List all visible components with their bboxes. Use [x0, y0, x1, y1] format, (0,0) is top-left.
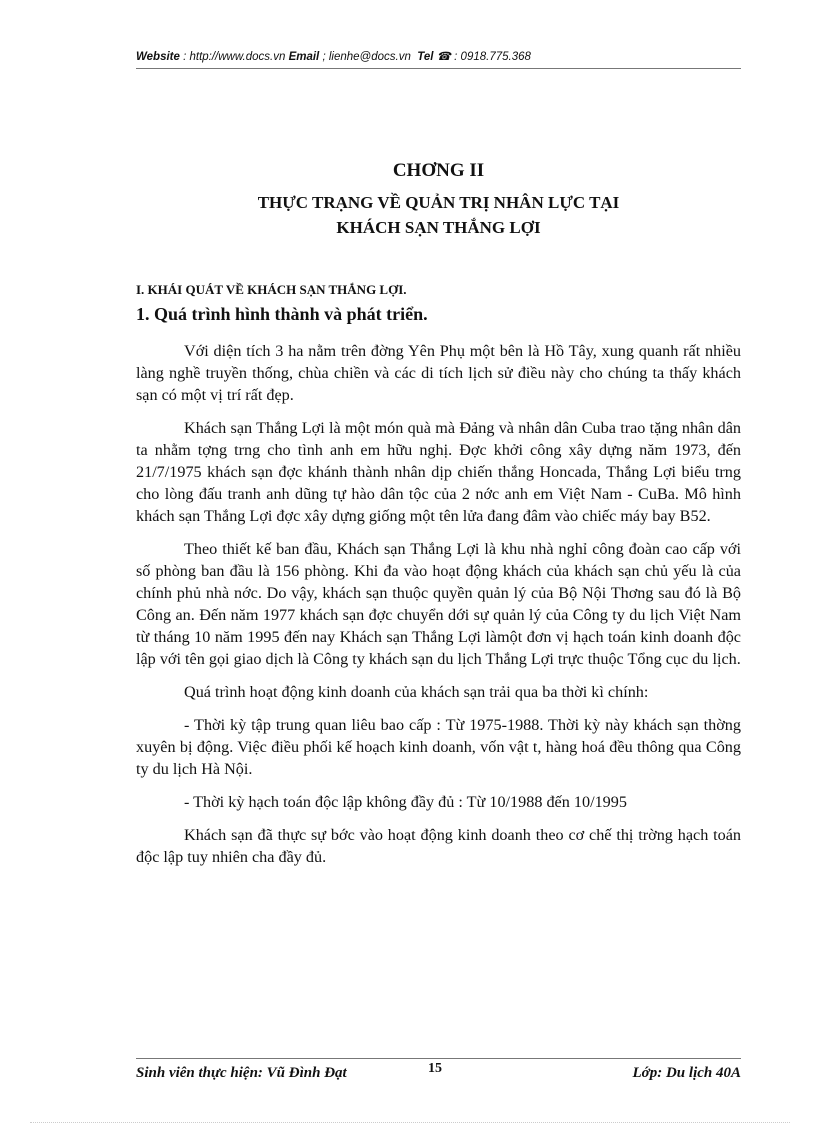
paragraph: - Thời kỳ hạch toán độc lập không đầy đủ : Từ 10/1988 đến 10/1995 [184, 793, 627, 811]
tel-label: Tel [417, 51, 434, 63]
tel-number: : 0918.775.368 [454, 51, 531, 63]
chapter-title: CHƠNG II [392, 160, 485, 181]
page-header [136, 49, 741, 63]
footer-class: Lớp: Du lịch 40A [632, 1065, 741, 1081]
website-label: Website [136, 51, 180, 63]
paragraph: - Thời kỳ tập trung quan liêu bao cấp : Từ 1975-1988. Thời kỳ này khách sạn thờng xuyên bị động. Việc điều phối kế hoạch kinh doanh, vốn vật t, hàng hoá đều thông qua Công ty du lịch Hà Nội. [136, 716, 741, 778]
subsection-heading: 1. Quá trình hình thành và phát triển. [136, 304, 428, 324]
section-heading: I. KHÁI QUÁT VỀ KHÁCH SẠN THẮNG LỢI. [136, 282, 407, 297]
chapter-subtitle-line2: KHÁCH SẠN THẮNG LỢI [336, 218, 541, 237]
body-text [136, 340, 741, 879]
footer-author: Sinh viên thực hiện: Vũ Đình Đạt [136, 1065, 347, 1081]
header-rule [136, 68, 741, 69]
paragraph: Theo thiết kế ban đầu, Khách sạn Thắng Lợi là khu nhà nghỉ công đoàn cao cấp với số phòng ban đầu là 156 phòng. Khi đa vào hoạt động khách của khách sạn chủ yếu là của chính phủ nhà nớc. Do vậy, khách sạn thuộc quyền quản lý của Bộ Nội Thơng sau đó là Bộ Công an. Đến năm 1977 khách sạn đợc chuyển dới sự quản lý của Công ty du lịch Việt Nam từ tháng 10 năm 1995 đến nay Khách sạn Thắng Lợi làmột đơn vị hạch toán kinh doanh độc lập với tên gọi giao dịch là Công ty khách sạn du lịch Thắng Lợi trực thuộc Tổng cục du lịch. [136, 540, 741, 668]
chapter-subtitle-line1: THỰC TRẠNG VỀ QUẢN TRỊ NHÂN LỰC TẠI [257, 193, 620, 212]
paragraph: Quá trình hoạt động kinh doanh của khách sạn trải qua ba thời kì chính: [184, 683, 649, 701]
page-number: 15 [428, 1061, 442, 1076]
website-url[interactable]: : http://www.docs.vn [183, 51, 286, 63]
paragraph: Khách sạn Thắng Lợi là một món quà mà Đảng và nhân dân Cuba trao tặng nhân dân ta nhằm tợng trng cho tình anh em hữu nghị. Đợc khởi công xây dựng năm 1973, đến 21/7/1975 khách sạn đợc khánh thành nhân dịp chiến thắng Honcada, Thắng Lợi biểu trng cho lòng đấu tranh anh dũng tự hào dân tộc của 2 nớc anh em Việt Nam - CuBa. Mô hình khách sạn Thắng Lợi đợc xây dựng giống một tên lửa đang đâm vào chiếc máy bay B52. [136, 419, 741, 525]
footer-rule [136, 1058, 741, 1059]
email-label: Email [288, 51, 320, 63]
email-address[interactable]: ; lienhe@docs.vn [322, 51, 411, 63]
page-footer [136, 1061, 741, 1081]
phone-icon: ☎ [436, 51, 451, 63]
paragraph: Với diện tích 3 ha nằm trên đờng Yên Phụ một bên là Hồ Tây, xung quanh rất nhiều làng nghề truyền thống, chùa chiền và các di tích lịch sử điều này cho chúng ta thấy khách sạn có một vị trí rất đẹp. [136, 342, 741, 404]
paragraph: Khách sạn đã thực sự bớc vào hoạt động kinh doanh theo cơ chế thị trờng hạch toán độc lập tuy nhiên cha đầy đủ. [136, 826, 741, 866]
